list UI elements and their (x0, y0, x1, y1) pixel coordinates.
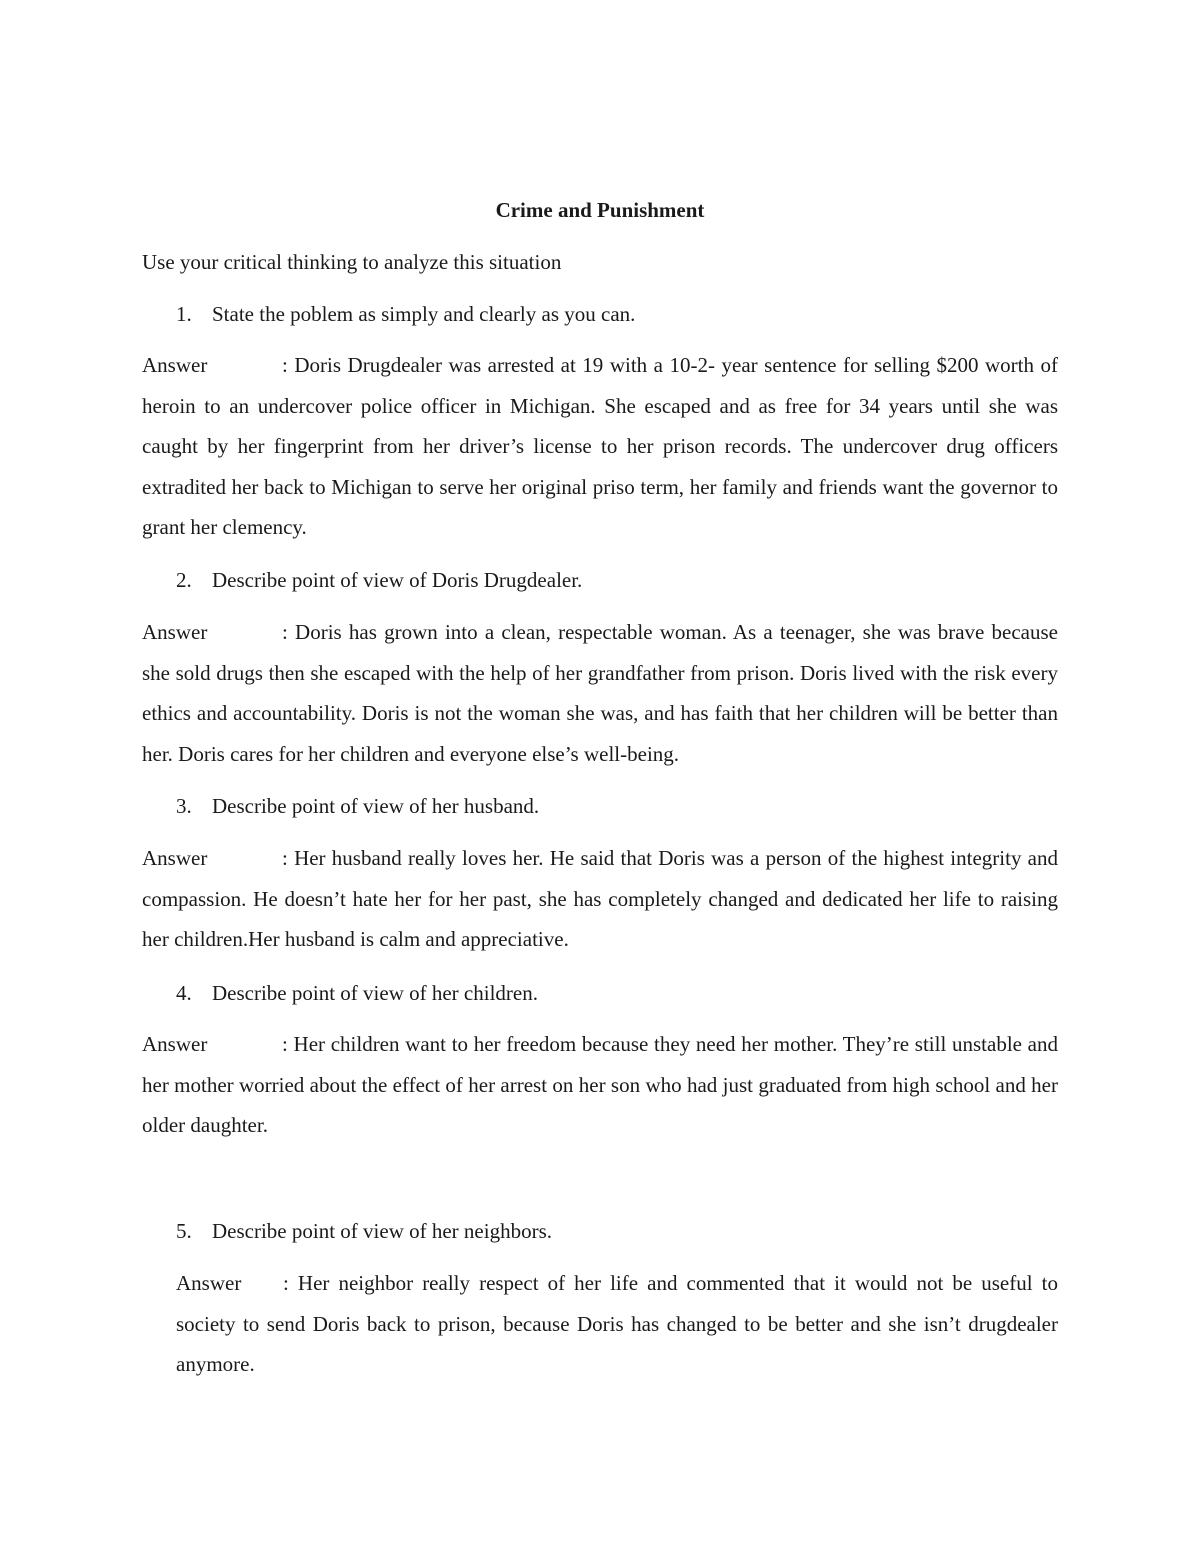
document-title: Crime and Punishment (495, 198, 705, 222)
question-3 (176, 792, 539, 820)
answer-label: Answer (142, 1032, 208, 1056)
question-number: 4. (176, 981, 192, 1005)
question-number: 5. (176, 1219, 192, 1243)
question-number: 2. (176, 568, 192, 592)
question-number: 3. (176, 794, 192, 818)
question-4 (176, 979, 538, 1007)
answer-1 (142, 345, 1058, 548)
question-text: State the poblem as simply and clearly as you can. (212, 302, 636, 326)
answer-text: : Doris Drugdealer was arrested at 19 with a 10-2- year sentence for selling $200 worth of heroin to an undercover police officer in Michigan. She escaped and as free for 34 years until she was caught by her fingerprint from her driver’s license to her prison records. The undercover drug officers extradited her back to Michigan to serve her original priso term, her family and friends want the governor to grant her clemency. (142, 353, 1058, 539)
answer-text: : Her neighbor really respect of her life and commented that it would not be useful to society to send Doris back to prison, because Doris has changed to be better and she isn’t drugdealer anymore. (176, 1271, 1058, 1376)
answer-label: Answer (142, 620, 208, 644)
answer-text: : Doris has grown into a clean, respectable woman. As a teenager, she was brave because she sold drugs then she escaped with the help of her grandfather from prison. Doris lived with the risk every ethics and accountability. Doris is not the woman she was, and has faith that her children will be better than her. Doris cares for her children and everyone else’s well-being. (142, 620, 1058, 766)
answer-3 (142, 838, 1058, 960)
answer-text: : Her children want to her freedom because they need her mother. They’re still unstable and her mother worried about the effect of her arrest on her son who had just graduated from high school and her older daughter. (142, 1032, 1058, 1137)
answer-label: Answer (142, 846, 208, 870)
answer-4 (142, 1024, 1058, 1146)
question-2 (176, 566, 582, 594)
question-number: 1. (176, 302, 192, 326)
question-text: Describe point of view of her neighbors. (212, 1219, 552, 1243)
question-text: Describe point of view of Doris Drugdealer. (212, 568, 583, 592)
question-text: Describe point of view of her husband. (212, 794, 540, 818)
intro-text: Use your critical thinking to analyze this situation (142, 250, 562, 274)
question-1 (176, 300, 635, 328)
answer-label: Answer (176, 1271, 242, 1295)
answer-5 (176, 1263, 1058, 1385)
answer-text: : Her husband really loves her. He said that Doris was a person of the highest integrity and compassion. He doesn’t hate her for her past, she has completely changed and dedicated her life to raising her children.Her husband is calm and appreciative. (142, 846, 1058, 951)
answer-label: Answer (142, 353, 208, 377)
question-5 (176, 1217, 552, 1245)
answer-2 (142, 612, 1058, 774)
question-text: Describe point of view of her children. (212, 981, 538, 1005)
